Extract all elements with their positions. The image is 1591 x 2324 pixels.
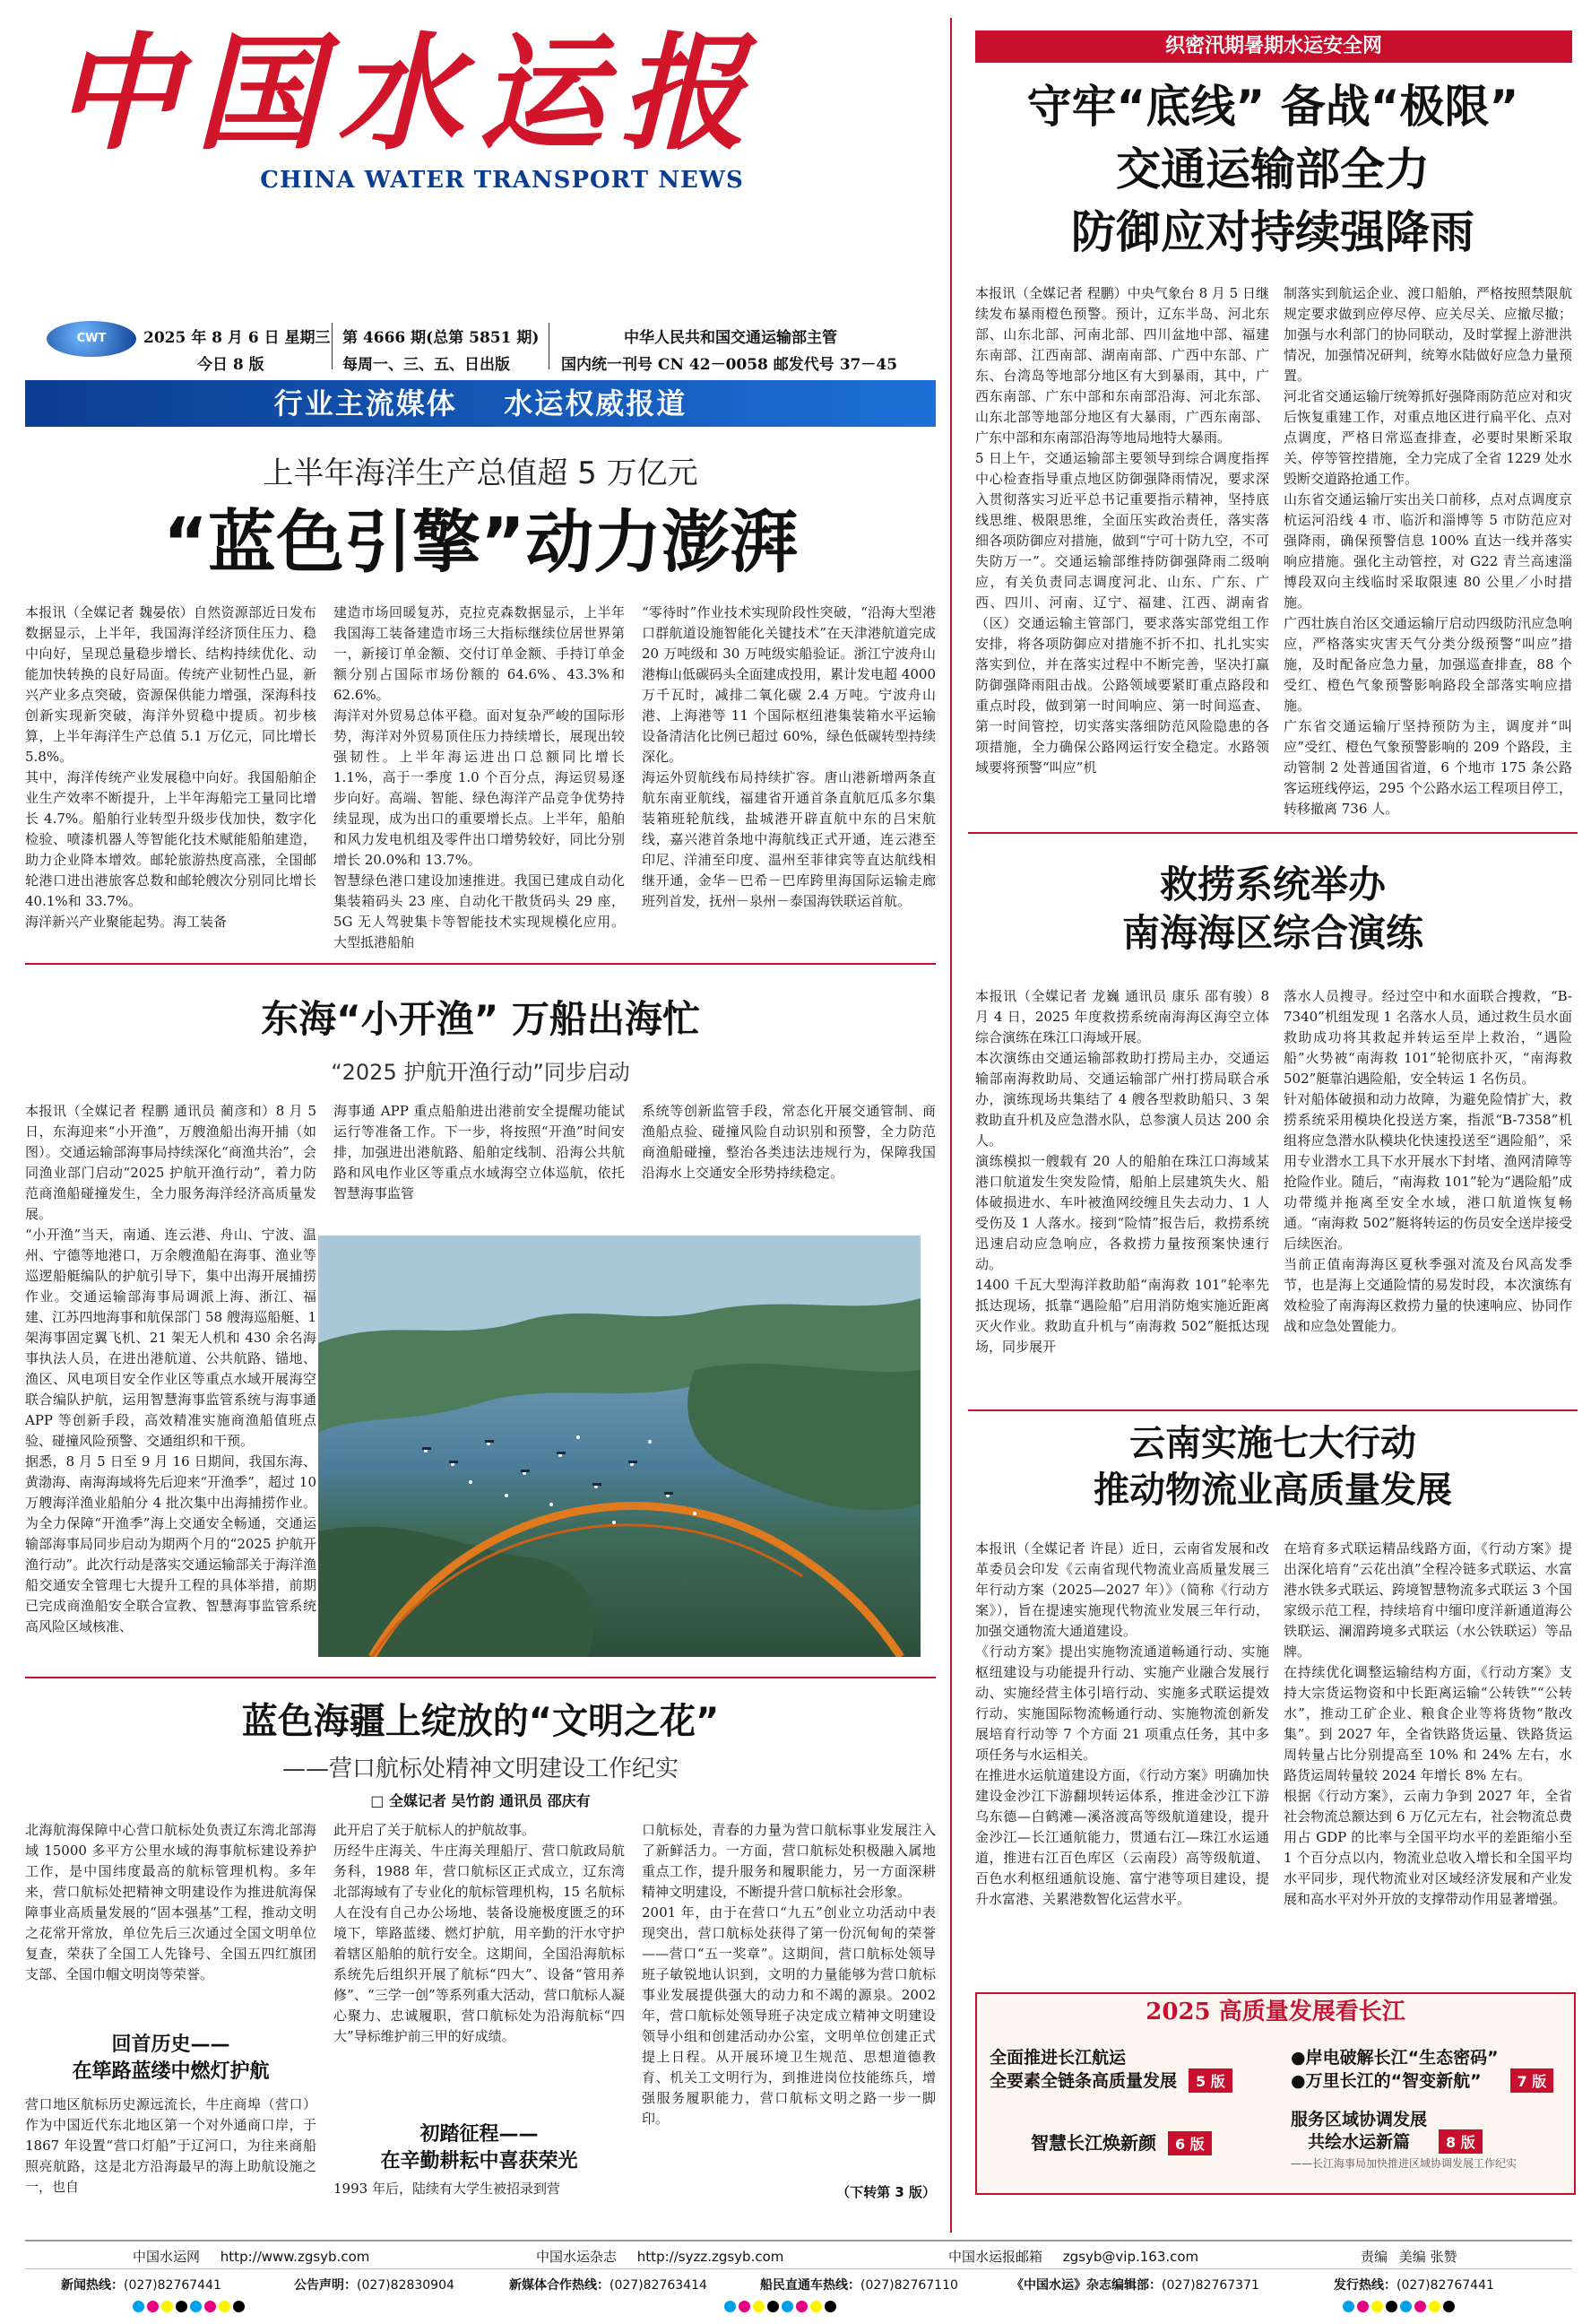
registration-dot <box>1400 2301 1412 2312</box>
yangtze-item-2[interactable] <box>1291 2046 1569 2093</box>
fishing-col-3: 系统等创新监管手段，常态化开展交通管制、商渔船点验、碰撞风险自动识别和预警，全力防范商渔船碰撞，整治各类违法违规行为，保障我国沿海水上交通安全形势持续稳定。 <box>642 1103 936 1181</box>
fishing-photo-scene <box>318 1236 921 1657</box>
registration-marks-center <box>724 2299 839 2316</box>
yangtze-box <box>975 1992 1576 2195</box>
section-rule-2 <box>25 1677 936 1678</box>
fishing-col-2: 海事通 APP 重点船舶进出港前安全提醒功能试运行等准备工作。下一步，将按照“开渔”时间安排，加强进出港航路、船舶定线制、沿海公共航路和风电作业区等重点水域海空立体巡航，依托智慧海事监管 <box>333 1103 625 1201</box>
footer-magazine-label: 中国水运杂志 <box>536 2249 618 2265</box>
sar-col-1: 本报讯（全媒记者 龙巍 通讯员 康乐 邵有骏）8 月 4 日，2025 年度救捞系统南海海区海空立体综合演练在珠江口海域开展。 本次演练由交通运输部救助打捞局主办，交通运输部南海救助局、交通运输部广州打捞局联合承办，演练现场共集结了 4 艘各型救助船只、3 架救助直升机及应急潜水队，总参演人员达 200 余人。 演练模拟一艘载有 20 人的船舶在珠江口海域某港口航道发生突发险情，船舶上层建筑失火、船体破损进水、车叶被渔网绞缠且失去动力、1 人受伤及 1 人落水。接到“险情”报告后，救捞系统迅速启动应急响应，各救捞力量按预案快速行动。 1400 千瓦大型海洋救助船“南海救 101”轮率先抵达现场，抵靠“遇险船”启用消防炮实施近距离灭火作业。救助直升机与“南海救 502”艇抵达现场，同步展开 <box>975 988 1269 1355</box>
registration-dot <box>796 2301 808 2312</box>
footer-editor-value: 美编 张赞 <box>1398 2249 1457 2265</box>
footer-email-label: 中国水运报邮箱 <box>948 2249 1043 2265</box>
issue-date: 2025 年 8 月 6 日 星期三 <box>143 329 331 347</box>
fishing-subtitle: “2025 护航开渔行动”同步启动 <box>331 1060 630 1085</box>
yangtze-box-title: 2025 高质量发展看长江 <box>1146 1999 1405 2025</box>
registration-dot <box>147 2301 159 2312</box>
section-tag: 织密汛期暑期水运安全网 <box>975 30 1572 63</box>
yunnan-title-1: 云南实施七大行动 <box>1129 1423 1416 1464</box>
registration-dot <box>1371 2301 1383 2312</box>
slogan-text: 行业主流媒体 水运权威报道 <box>273 386 687 421</box>
footer-web-value: http://www.zgsyb.com <box>220 2249 370 2265</box>
registration-dot <box>1414 2301 1426 2312</box>
yangtze-item-4-text: 服务区域协调发展 共绘水运新篇 <box>1291 2110 1428 2152</box>
footer-hotline-6: 发行热线：(027)82767441 <box>1334 2278 1494 2293</box>
civ-title: 蓝色海疆上绽放的“文明之花” <box>241 1701 720 1742</box>
lead-col-3: “零待时”作业技术实现阶段性突破，“沿海大型港口群航道设施智能化关键技术”在天津港航道完成 20 万吨级和 30 万吨级实船验证。浙江宁波舟山港梅山低碳码头全面建成投用，累计发电超 4000 万千瓦时，减排二氧化碳 2.4 万吨。宁波舟山港、上海港等 11 个国际枢纽港集装箱水平运输设备清洁化比例已超过 60%，绿色低碳转型持续深化。 海运外贸航线布局持续扩容。唐山港新增两条直航东南亚航线，福建省开通首条直航厄瓜多尔集装箱班轮航线，盐城港开辟直航中东的吕宋航线，嘉兴港首条地中海航线正式开通，连云港至印尼、洋浦至印度、温州至菲律宾等直达航线相继开通，金华－巴希－巴库跨里海国际运输走廊班列首发，抚州－泉州－泰国海铁联运首航。 <box>642 604 936 909</box>
footer-web-label: 中国水运网 <box>133 2249 201 2265</box>
registration-dot <box>133 2301 144 2312</box>
yangtze-item-3-page: 6 版 <box>1168 2131 1212 2155</box>
yangtze-item-2-page: 7 版 <box>1510 2068 1554 2093</box>
footer-hotline-3: 新媒体合作热线：(027)82763414 <box>509 2278 707 2293</box>
civ-col-3: 口航标处，青春的力量为营口航标事业发展注入了新鲜活力。一方面，营口航标处积极融入属地重点工作，提升服务和履职能力，另一方面深耕精神文明建设，不断提升营口航标社会形象。 2001 年，由于在营口“九五”创业立功活动中表现突出，营口航标处获得了第一份沉甸甸的荣誉——营口“五一奖章”。这期间，营口航标处领导班子敏锐地认识到，文明的力量能够为营口航标事业发展提供强大的动力和不竭的源泉。2002 年，营口航标处领导班子决定成立精神文明建设领导小组和创建活动办公室，文明单位创建正式提上日程。从开展环境卫生规范、思想道德教育、机关工文明行为，到推进岗位技能练兵，增强服务履职能力，营口航标文明之路一步一脚印。 <box>642 1822 936 2127</box>
sar-col-2: 落水人员搜寻。经过空中和水面联合搜救，“B-7340”机组发现 1 名落水人员，通过救生员水面救助成功将其救起并转运至岸上救治，“遇险船”火势被“南海救 101”轮彻底扑灭，“南海救 502”艇靠泊遇险船，安全转运 1 名伤员。 针对船体破损和动力故障，为避免险情扩大，救捞系统采用模块化投送方案，指派“B-7358”机组将应急潜水队模块化快速投送至“遇险船”，采用专业潜水工具下水开展水下封堵、渔网清障等抢险作业。随后，“南海救 101”轮为“遇险船”成功带缆并拖离至安全水域，港口航道恢复畅通。“南海救 502”艇将转运的伤员安全送岸接受后续医治。 当前正值南海海区夏秋季强对流及台风高发季节，也是海上交通险情的易发时段，本次演练有效检验了南海海区救捞力量的快速响应、协同作战和应急处置能力。 <box>1284 988 1572 1334</box>
civ-col-1: 北海航海保障中心营口航标处负责辽东湾北部海域 15000 多平方公里水域的海事航标建设养护工作，是中国纬度最高的航标管理机构。多年来，营口航标处把精神文明建设作为推进航海保障事业高质量发展的“固本强基”工程，推动文明之花常开常放，单位先后三次通过全国文明单位复查，荣获了全国工人先锋号、全国五四红旗团支部、全国巾帼文明岗等荣誉。 <box>25 1822 316 1982</box>
column-divider <box>950 18 952 2233</box>
right-top-col-2: 制落实到航运企业、渡口船舶，严格按照禁限航规定要求做到应停尽停、应关尽关、应撤尽撤；加强与水利部门的协同联动，及时掌握上游泄洪情况，加强情况研判，统筹水陆做好应急力量预置。 河北省交通运输厅统筹抓好强降雨防范应对和灾后恢复重建工作，对重点地区进行扁平化、点对点调度，严格日常巡查排查，必要时果断采取关、停等管控措施，全力完成了全省 1229 处水毁断交道路抢通工作。 山东省交通运输厅实出关口前移，点对点调度京杭运河沿线 4 市、临沂和淄博等 5 市防范应对强降雨，确保预警信息 100% 直达一线并落实响应措施。强化主动管控，对 G22 青兰高速淄博段双向主线临时采取限速 80 公里／小时措施。 广西壮族自治区交通运输厅启动四级防汛应急响应，严格落实灾害天气分类分级预警“叫应”措施，及时配备应急力量，加强巡查排查，88 个受红、橙色气象预警影响路段全部落实响应措施。 广东省交通运输厅坚持预防为主，调度并“叫应”受红、橙色气象预警影响的 209 个路段，主动管制 2 处普通国省道，6 个地市 175 条公路客运班线停运，295 个公路水运工程项目停工，转移撤离 736 人。 <box>1284 285 1572 817</box>
right-top-col-1: 本报讯（全媒记者 程鹏）中央气象台 8 月 5 日继续发布暴雨橙色预警。预计，辽东半岛、河北东部、山东北部、河南北部、四川盆地中部、福建东南部、江西南部、湖南南部、广西中东部、广东、台湾岛等地部分地区有大到暴雨，其中，广西东南部、广东中部和东南部沿海、河北东部、山东北部等地部分地区有大暴雨，广西东南部、广东中部和东南部沿海等地局地特大暴雨。 5 日上午，交通运输部主要领导到综合调度指挥中心检查指导重点地区防御强降雨情况，要求深入贯彻落实习近平总书记重要指示精神，坚持底线思维、极限思维，全面压实政治责任，落实落细各项防御应对措施，做到“宁可十防九空，不可失防万一”。交通运输部维持防御强降雨二级响应，有关负责同志调度河北、山东、广东、广西、四川、河南、辽宁、福建、江西、湖南省（区）交通运输主管部门，要求落实部党组工作安排，将各项防御应对措施不折不扣、扎扎实实落实到位，并在落实过程中不断完善，坚决打赢防御强降雨阻击战。公路领域要紧盯重点路段和重点时段，做到第一时间响应、第一时间巡查、第一时间管控，切实落实落细防范风险隐患的各项措施，全力确保公路网运行安全稳定。水路领域要将预警“叫应”机 <box>975 285 1269 776</box>
footer-hotline-5: 《中国水运》杂志编辑部：(027)82767371 <box>1011 2278 1259 2293</box>
masthead-divider <box>332 323 333 369</box>
right-top-title-3: 防御应对持续强降雨 <box>1071 206 1474 258</box>
registration-dot <box>176 2301 187 2312</box>
registration-dot <box>1443 2301 1455 2312</box>
masthead-title: 中国水运报 <box>54 21 763 168</box>
slogan-banner <box>25 380 936 427</box>
footer-rule-2 <box>25 2268 1572 2269</box>
right-top-title-2: 交通运输部全力 <box>1116 143 1430 195</box>
civ-col-1-subhead: 回首历史—— 在筚路蓝缕中燃灯护航 <box>72 2034 270 2083</box>
yangtze-item-4-page: 8 版 <box>1439 2129 1483 2154</box>
yangtze-item-3-text: 智慧长江焕新颜 <box>1031 2132 1156 2154</box>
registration-dot <box>233 2301 245 2312</box>
registration-dot <box>204 2301 216 2312</box>
section-rule <box>25 963 936 965</box>
registration-dot <box>825 2301 836 2312</box>
lead-subhead: 上半年海洋生产总值超 5 万亿元 <box>263 455 698 491</box>
footer-editor-label: 责编 <box>1361 2249 1388 2265</box>
civ-subtitle: ——营口航标处精神文明建设工作纪实 <box>281 1756 679 1782</box>
civ-byline: □ 全媒记者 吴竹韵 通讯员 邵庆有 <box>370 1792 591 1809</box>
civ-col-2: 此开启了关于航标人的护航故事。 历经牛庄海关、牛庄海关理船厅、营口航政局航务科，1988 年，营口航标区正式成立，辽东湾北部海域有了专业化的航标管理机构，15 名航标人在没有自己办公场地、装备设施极度匮乏的环境下，筚路蓝缕、燃灯护航，用辛勤的汗水守护着辖区船舶的航行安全。这期间，全国沿海航标系统先后组织开展了航标“四大”、设备“管用养修”、“三学一创”等系列重大活动，营口航标人凝心聚力、忠诚履职，营口航标处为沿海航标“四大”导标维护前三甲的好成绩。 <box>333 1822 625 2044</box>
right-rule-2 <box>968 1409 1578 1411</box>
civ-col-1-b: 营口地区航标历史源远流长，牛庄商埠（营口）作为中国近代东北地区第一个对外通商口岸，于 1867 年设置“营口灯船”于辽河口，为往来商船照亮航路，这是北方沿海最早的海上助航设施之一，也自 <box>25 2096 316 2195</box>
yangtze-item-1-page: 5 版 <box>1189 2068 1232 2093</box>
civ-col-2-subhead: 初踏征程—— 在辛勤耕耘中喜获荣光 <box>380 2123 578 2172</box>
publish-schedule: 每周一、三、五、日出版 <box>342 356 510 374</box>
lead-title: “蓝色引擎”动力澎湃 <box>163 502 798 582</box>
registration-dot <box>219 2301 230 2312</box>
fishing-photo <box>318 1236 921 1657</box>
yangtze-item-4-subtext: ——长江海事局加快推进区域协调发展工作纪实 <box>1291 2157 1518 2170</box>
footer-email[interactable] <box>948 2247 1198 2266</box>
yunnan-title-2: 推动物流业高质量发展 <box>1094 1470 1452 1511</box>
yunnan-col-1: 本报讯（全媒记者 许昆）近日，云南省发展和改革委员会印发《云南省现代物流业高质量发展三年行动方案（2025—2027 年）》（简称《行动方案》），旨在提速实施现代物流业发展三年行动，加强交通物流大通道建设。 《行动方案》提出实施物流通道畅通行动、实施枢纽建设与功能提升行动、实施产业融合发展行动、实施经营主体引培行动、实施多式联运提效行动、实施国际物流畅通行动、实施物流创新发展培育行动等 7 个方面 21 项重点任务，其中多项任务与水运相关。 在推进水运航道建设方面，《行动方案》明确加快建设金沙江下游翻坝转运体系，推进金沙江下游乌东德—白鹤滩—溪洛渡高等级航道建设，提升金沙江—长江通航能力，贯通右江—珠江水运通道，推进右江百色库区（云南段）高等级航道、百色水利枢纽通航设施、富宁港等项目建设，提升水富港、关累港数智化运营水平。 <box>975 1540 1269 1907</box>
registration-marks-right <box>1343 2299 1457 2316</box>
registration-dot <box>1386 2301 1397 2312</box>
footer-hotline-2: 公告声明：(027)82830904 <box>294 2278 454 2293</box>
sponsor: 中华人民共和国交通运输部主管 <box>624 329 837 347</box>
yangtze-item-1-text: 全面推进长江航运 全要素全链条高质量发展 <box>990 2048 1178 2091</box>
registration-dot <box>1429 2301 1440 2312</box>
yunnan-col-2: 在培育多式联运精品线路方面，《行动方案》提出深化培育“云花出滇”全程冷链多式联运、水富港水铁多式联运、跨境智慧物流多式联运 3 个国家级示范工程，持续培育中缅印度洋新通道海公铁联运、澜湄跨境多式联运（水公铁联运）等品牌。 在持续优化调整运输结构方面，《行动方案》支持大宗货运物资和中长距离运输“公转铁”“公转水”，推动工矿企业、粮食企业等将货物“散改集”。到 2027 年，全省铁路货运量、铁路货运周转量占比分别提高至 10% 和 24% 左右，水路货运周转量较 2024 年增长 8% 左右。 根据《行动方案》，云南力争到 2027 年，全省社会物流总额达到 6 万亿元左右，社会物流总费用占 GDP 的比率与全国平均水平的差距缩小至 1 个百分点以内，物流业总收入增长和全国平均水平同步，现代物流业对区域经济发展和产业发展和高水平对外开放的支撑带动作用显著增强。 <box>1284 1540 1572 1907</box>
footer-hotline-1: 新闻热线：(027)82767441 <box>61 2278 221 2293</box>
fishing-title: 东海“小开渔” 万船出海忙 <box>261 997 700 1041</box>
footer-hotline-4: 船民直通车热线：(027)82767110 <box>760 2278 958 2293</box>
sar-title-1: 救捞系统举办 <box>1159 863 1386 906</box>
fishing-col-1: 本报讯（全媒记者 程鹏 通讯员 蔺彦和）8 月 5 日，东海迎来“小开渔”，万艘渔船出海开捕（如图）。交通运输部海事局持续深化“商渔共治”，会同渔业部门启动“2025 护航开渔行动”，着力防范商渔船碰撞发生，全力服务海洋经济高质量发展。 “小开渔”当天，南通、连云港、舟山、宁波、温州、宁德等地港口，万余艘渔船在海事、渔业等巡逻船艇编队的护航引导下，集中出海开展捕捞作业。交通运输部海事局调派上海、浙江、福建、江苏四地海事和航保部门 58 艘海巡船艇、1 架海事固定翼飞机、21 架无人机和 430 余名海事执法人员，在进出港航道、公共航路、锚地、渔区、风电项目安全作业区等重点水域开展海空联合编队护航，运用智慧海事监管系统与海事通 APP 等创新手段，高效精准实施商渔船值班点验、碰撞风险预警、交通组织和干预。 据悉，8 月 5 日至 9 月 16 日期间，我国东海、黄渤海、南海海域将先后迎来“开渔季”，超过 10 万艘海洋渔业船舶分 4 批次集中出海捕捞作业。为全力保障“开渔季”海上交通安全畅通，交通运输部海事局同步启动为期两个月的“2025 护航开渔行动”。此次行动是落实交通运输部关于海洋渔船交通安全管理七大提升工程的具体举措，前期已完成商渔船安全联合宣教、智慧海事监管系统高风险区域核准、 <box>25 1103 316 1635</box>
masthead-title-en: CHINA WATER TRANSPORT NEWS <box>260 167 744 194</box>
lead-col-1: 本报讯（全媒记者 魏晏依）自然资源部近日发布数据显示，上半年，我国海洋经济顶住压力、稳中向好，呈现总量稳步增长、结构持续优化、动能加快转换的良好局面。传统产业韧性凸显，新兴产业多点突破，资源保供能力增强，深海科技创新实现新突破，海洋外贸稳中提质。初步核算，上半年海洋生产总值 5.1 万亿元，同比增长 5.8%。 其中，海洋传统产业发展稳中向好。我国船舶企业生产效率不断提升，上半年海船完工量同比增长 4.7%。船舶行业转型升级步伐加快，数字化检验、喷漆机器人等智能化技术赋能船舶建造，助力企业降本增效。邮轮旅游热度高涨，全国邮轮港口进出港旅客总数和邮轮艘次分别同比增长 40.1%和 33.7%。 海洋新兴产业聚能起势。海工装备 <box>25 604 316 930</box>
registration-marks-left <box>133 2299 247 2316</box>
footer <box>25 2240 1572 2315</box>
registration-dot <box>767 2301 779 2312</box>
registration-dot <box>810 2301 822 2312</box>
registration-dot <box>739 2301 750 2312</box>
footer-editor <box>1361 2247 1457 2266</box>
yangtze-item-2-text: ●岸电破解长江“生态密码” ●万里长江的“智变新航” <box>1291 2048 1499 2091</box>
right-rule-1 <box>968 832 1578 834</box>
lead-col-2: 建造市场回暖复苏，克拉克森数据显示，上半年我国海工装备建造市场三大指标继续位居世界第一，新接订单金额、交付订单金额、手持订单金额分别占国际市场份额的 64.6%、43.3%和 62.6%。 海洋对外贸易总体平稳。面对复杂严峻的国际形势，海洋对外贸易顶住压力持续增长，展现出较强韧性。上半年海运进出口总额同比增长 1.1%，高于一季度 1.0 个百分点，海运贸易逐步向好。高端、智能、绿色海洋产品竞争优势持续显现，成为出口的重要增长点。上半年，船舶和风力发电机组及零件出口增势较好，同比分别增长 20.0%和 13.7%。 智慧绿色港口建设加速推进。我国已建成自动化集装箱码头 23 座、自动化干散货码头 29 座，5G 无人驾驶集卡等智能技术实现规模化应用。大型抵港船舶 <box>333 604 625 950</box>
right-top-title-1: 守牢“底线” 备战“极限” <box>1026 81 1519 133</box>
yangtze-item-4[interactable] <box>1291 2109 1569 2171</box>
registration-dot <box>1357 2301 1369 2312</box>
yangtze-item-3[interactable] <box>1031 2129 1273 2155</box>
registration-dot <box>724 2301 736 2312</box>
registration-dot <box>161 2301 173 2312</box>
civ-continued: （下转第 3 版） <box>836 2184 936 2200</box>
sar-title-2: 南海海区综合演练 <box>1121 911 1423 955</box>
civ-col-2-b: 1993 年后，陆续有大学生被招录到营 <box>333 2181 560 2197</box>
footer-rule <box>25 2240 1572 2242</box>
pages-today: 今日 8 版 <box>197 356 264 374</box>
issue-number: 第 4666 期(总第 5851 期) <box>342 329 540 347</box>
registration-dot <box>190 2301 202 2312</box>
cn-code: 国内统一刊号 CN 42－0058 邮发代号 37－45 <box>561 356 898 374</box>
footer-magazine-value: http://syzz.zgsyb.com <box>636 2249 784 2265</box>
footer-email-value: zgsyb@vip.163.com <box>1062 2249 1199 2265</box>
footer-web[interactable] <box>133 2247 369 2266</box>
registration-dot <box>782 2301 793 2312</box>
cwt-logo: CWT <box>47 321 136 357</box>
footer-magazine[interactable] <box>536 2247 783 2266</box>
registration-dot <box>1343 2301 1354 2312</box>
registration-dot <box>753 2301 765 2312</box>
yangtze-item-1[interactable] <box>990 2046 1276 2093</box>
